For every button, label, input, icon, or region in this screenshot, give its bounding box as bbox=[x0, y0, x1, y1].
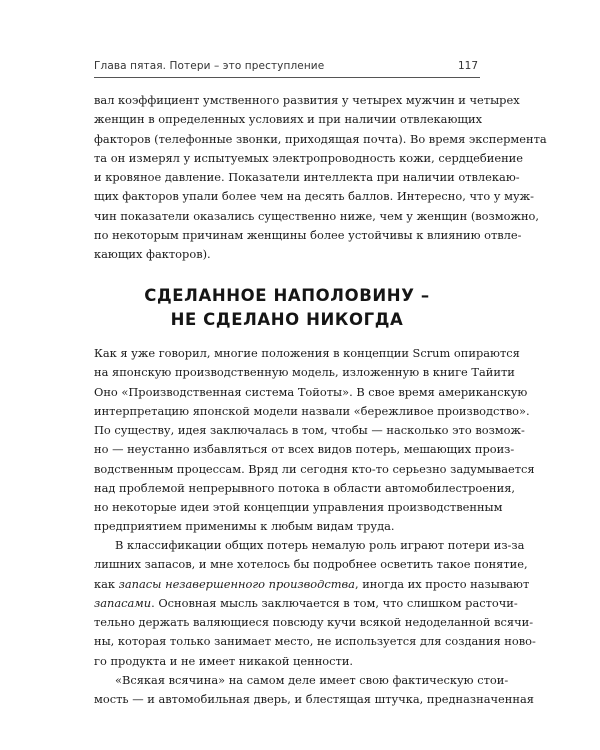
text-line: на японскую производственную модель, изложенную в книге Тайити bbox=[94, 365, 515, 380]
text-line: По существу, идея заключалась в том, чтобы — насколько это возмож- bbox=[94, 423, 525, 437]
section-heading-line-2: НЕ СДЕЛАНО НИКОГДА bbox=[170, 310, 404, 329]
text-line: тельно держать валяющиеся повсюду кучи всякой недоделанной всячи- bbox=[94, 615, 534, 629]
paragraph-all-sorts-of-stuff bbox=[94, 671, 534, 710]
text-line: и кровяное давление. Показатели интеллекта при наличии отвлекаю- bbox=[94, 170, 520, 184]
text-line: по некоторым причинам женщины более устойчивы к влиянию отвле- bbox=[94, 227, 522, 242]
text-line: го продукта и не имеет никакой ценности. bbox=[94, 653, 354, 668]
text-fragment: . Основная мысль заключается в том, что слишком расточи- bbox=[151, 595, 518, 610]
text-line: Как я уже говорил, многие положения в концепции Scrum опираются bbox=[94, 346, 520, 360]
text-line bbox=[94, 594, 518, 613]
text-line: мость — и автомобильная дверь, и блестящая штучка, предназначенная bbox=[94, 692, 534, 707]
text-fragment: как bbox=[94, 576, 119, 591]
italic-term: запасы незавершенного производства bbox=[118, 576, 355, 591]
page-header bbox=[94, 57, 480, 78]
italic-term: запасами bbox=[94, 595, 152, 610]
text-line: вал коэффициент умственного развития у четырех мужчин и четырех bbox=[94, 93, 520, 107]
text-line: та он измерял у испытуемых электропроводность кожи, сердцебиение bbox=[94, 150, 523, 165]
paragraph-inventory-waste bbox=[94, 536, 536, 671]
text-line: чин показатели оказались существенно ниже, чем у женщин (возможно, bbox=[94, 208, 540, 223]
text-line: водственным процессам. Вряд ли сегодня кто-то серьезно задумывается bbox=[94, 461, 535, 476]
text-line: «Всякая всячина» на самом деле имеет свою фактическую стои- bbox=[115, 673, 509, 687]
running-head: Глава пятая. Потери – это преступление bbox=[94, 60, 325, 72]
text-line: факторов (телефонные звонки, приходящая почта). Во время экспермента bbox=[94, 131, 547, 146]
text-line: предприятием применимы к любым видам труда. bbox=[94, 519, 395, 534]
section-heading bbox=[94, 284, 480, 332]
text-line: интерпретацию японской модели назвали «бережливое производство». bbox=[94, 403, 530, 418]
text-line bbox=[94, 575, 530, 594]
text-line: над проблемой непрерывного потока в области автомобилестроения, bbox=[94, 480, 516, 495]
text-line: женщин в определенных условиях и при наличии отвлекающих bbox=[94, 112, 482, 127]
paragraph-scrum-origins bbox=[94, 344, 535, 537]
section-heading-line-1: СДЕЛАННОЕ НАПОЛОВИНУ – bbox=[144, 286, 430, 305]
page-number: 117 bbox=[457, 60, 478, 72]
text-line: но некоторые идеи этой концепции управления производственным bbox=[94, 500, 503, 514]
text-line: щих факторов упали более чем на десять баллов. Интересно, что у муж- bbox=[94, 189, 535, 204]
text-line: ны, которая только занимает место, не используется для создания ново- bbox=[94, 634, 536, 649]
intro-paragraph bbox=[94, 91, 547, 264]
text-line: Оно «Производственная система Тойоты». В свое время американскую bbox=[94, 384, 528, 399]
text-line: кающих факторов). bbox=[94, 247, 211, 261]
text-line: лишних запасов, и мне хотелось бы подробнее осветить такое понятие, bbox=[94, 557, 528, 572]
text-fragment: , иногда их просто называют bbox=[354, 576, 530, 591]
text-line: В классификации общих потерь немалую роль играют потери из-за bbox=[115, 538, 525, 552]
text-line: но — неустанно избавляться от всех видов потерь, мешающих произ- bbox=[94, 442, 515, 457]
